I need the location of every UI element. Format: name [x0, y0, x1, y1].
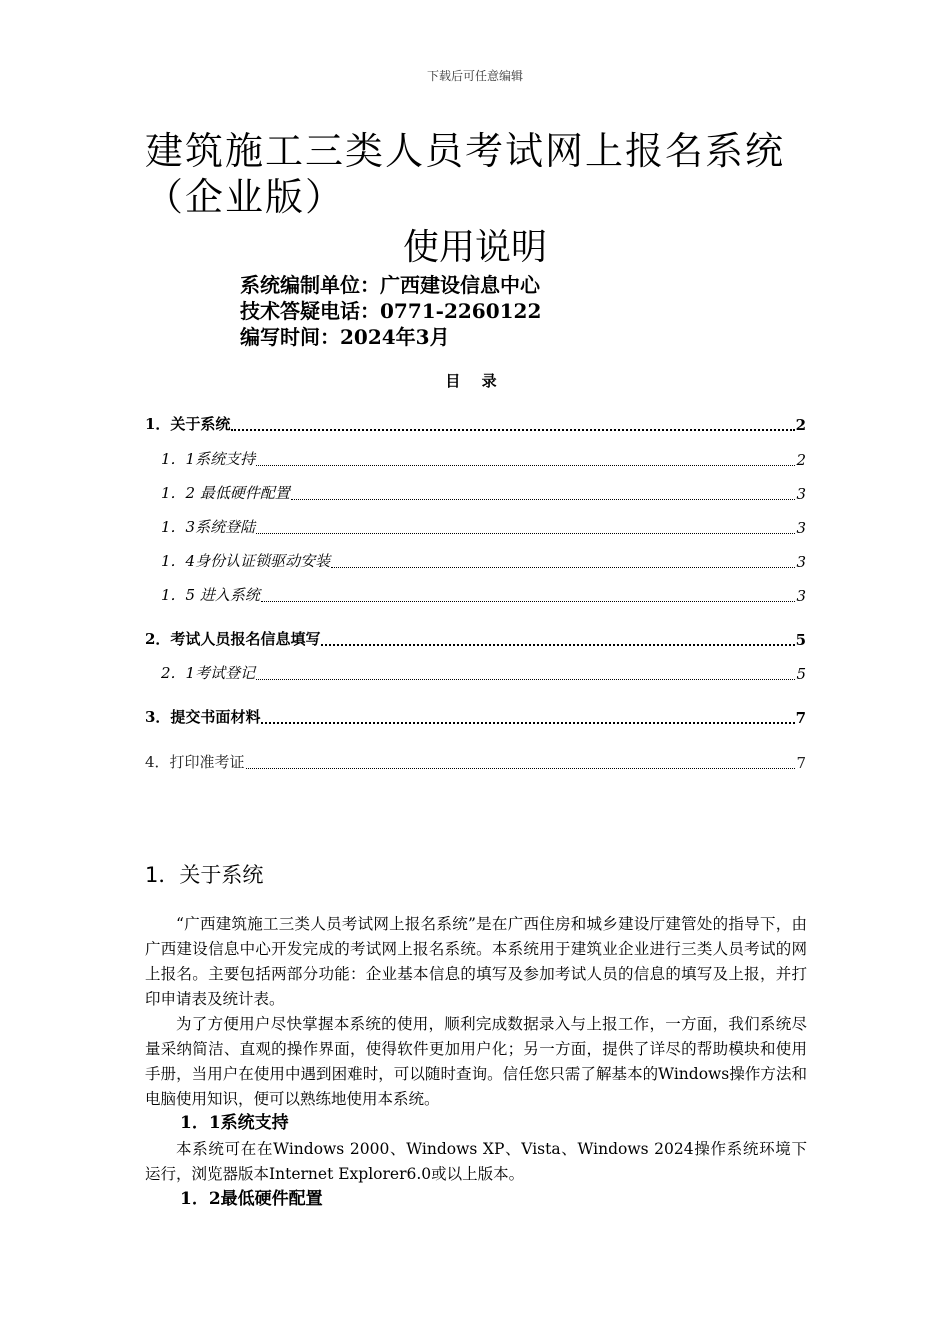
table-of-contents	[145, 412, 806, 772]
toc-entry-label: 3．提交书面材料	[145, 708, 261, 726]
meta-phone: 技术答疑电话：0771-2260122	[240, 299, 542, 323]
toc-entry-label: 4．打印准考证	[145, 753, 245, 771]
toc-entry-page: 7	[796, 754, 806, 772]
toc-entry[interactable]	[145, 583, 806, 605]
toc-entry-label: 1．1系统支持	[161, 450, 256, 468]
toc-entry-page: 7	[795, 709, 806, 727]
paragraph: 为了方便用户尽快掌握本系统的使用，顺利完成数据录入与上报工作，一方面，我们系统尽量采纳简洁、直观的操作界面，使得软件更加用户化；另一方面，提供了详尽的帮助模块和使用手册，当用户在使用中遇到困难时，可以随时查询。信任您只需了解基本的Windows操作方法和电脑使用知识，便可以熟练地使用本系统。	[145, 1015, 807, 1108]
toc-entry-page: 3	[796, 587, 806, 605]
document-meta	[240, 272, 800, 350]
toc-leader	[321, 628, 794, 646]
subsection-body	[145, 1137, 807, 1187]
toc-entry-label: 1．4身份认证锁驱动安装	[161, 552, 331, 570]
toc-entry[interactable]	[145, 661, 806, 683]
toc-entry-page: 2	[795, 416, 806, 434]
toc-entry[interactable]	[145, 481, 806, 503]
document-title: 建筑施工三类人员考试网上报名系统（企业版）	[145, 129, 786, 219]
section-body	[145, 912, 807, 1112]
toc-leader	[256, 663, 795, 680]
document-subtitle: 使用说明	[402, 227, 547, 268]
toc-leader	[256, 517, 795, 534]
toc-entry-page: 3	[796, 519, 806, 537]
paragraph: 本系统可在在Windows 2000、Windows XP、Vista、Windows 2024操作系统环境下运行，浏览器版本Internet Explorer6.0或以上版本。	[145, 1140, 807, 1183]
toc-entry[interactable]	[145, 447, 806, 469]
toc-entry-page: 3	[796, 485, 806, 503]
toc-entry[interactable]	[145, 549, 806, 571]
toc-entry[interactable]	[145, 750, 806, 772]
toc-leader	[331, 551, 795, 568]
meta-unit: 系统编制单位：广西建设信息中心	[240, 273, 540, 297]
toc-entry-label: 2．考试人员报名信息填写	[145, 630, 321, 648]
toc-entry[interactable]	[145, 705, 806, 727]
toc-entry-label: 1．关于系统	[145, 415, 231, 433]
toc-leader	[256, 449, 795, 466]
paragraph: “广西建筑施工三类人员考试网上报名系统”是在广西住房和城乡建设厅建管处的指导下，由广西建设信息中心开发完成的考试网上报名系统。本系统用于建筑业企业进行三类人员考试的网上报名。主要包括两部分功能：企业基本信息的填写及参加考试人员的信息的填写及上报，并打印申请表及统计表。	[145, 915, 807, 1008]
toc-entry[interactable]	[145, 515, 806, 537]
toc-entry-label: 2．1考试登记	[161, 664, 256, 682]
subsection-heading: 1．1系统支持	[180, 1113, 289, 1133]
toc-entry[interactable]	[145, 627, 806, 649]
meta-date: 编写时间：2024年3月	[240, 325, 450, 349]
toc-entry-page: 5	[795, 631, 806, 649]
section-heading: 1．关于系统	[145, 863, 264, 887]
header-note: 下载后可任意编辑	[426, 69, 523, 83]
toc-entry-page: 2	[796, 451, 806, 469]
toc-entry-label: 1．2 最低硬件配置	[161, 484, 290, 502]
toc-leader	[231, 413, 794, 431]
toc-entry[interactable]	[145, 412, 806, 434]
toc-entry-label: 1．5 进入系统	[161, 586, 260, 604]
toc-leader	[261, 585, 796, 602]
toc-entry-page: 3	[796, 553, 806, 571]
toc-title: 目 录	[445, 372, 505, 390]
toc-entry-page: 5	[796, 665, 806, 683]
toc-leader	[291, 483, 796, 500]
toc-leader	[246, 752, 796, 769]
toc-leader	[261, 706, 794, 724]
subsection-heading: 1．2最低硬件配置	[180, 1189, 323, 1209]
toc-entry-label: 1．3系统登陆	[161, 518, 256, 536]
